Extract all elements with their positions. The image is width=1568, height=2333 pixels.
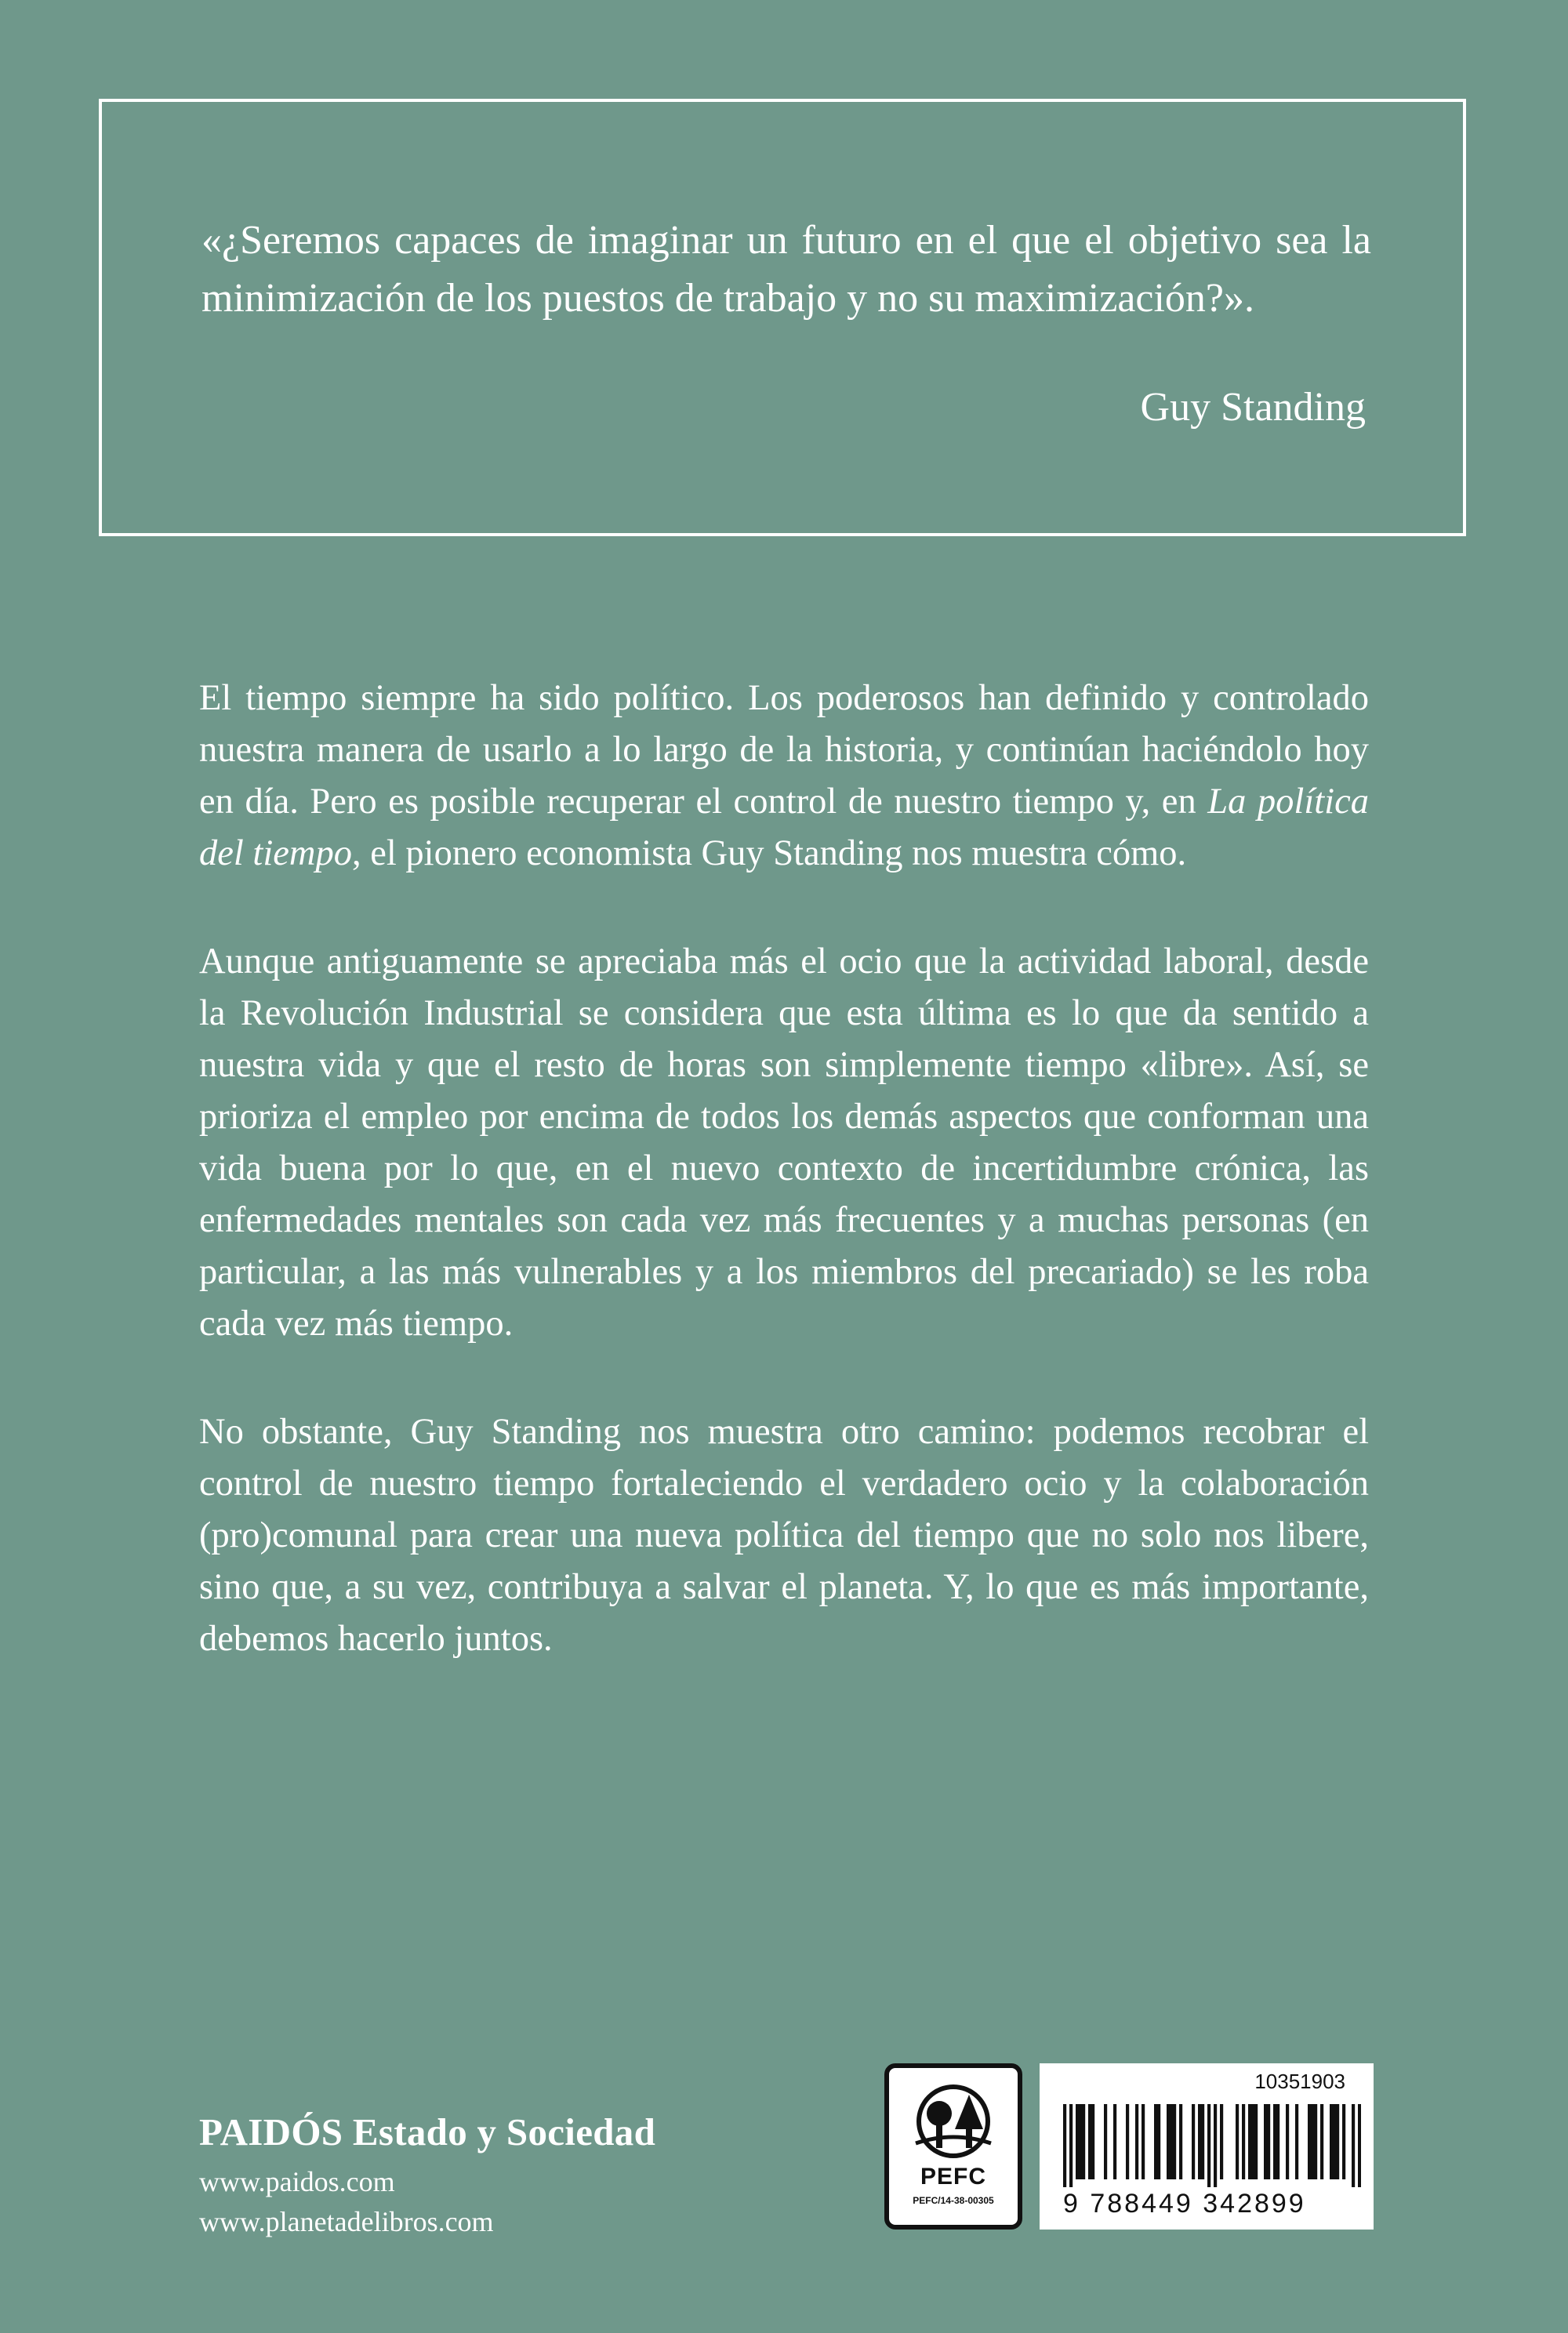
pefc-code: PEFC/14-38-00305: [913, 2195, 994, 2206]
barcode-bar: [1352, 2104, 1355, 2187]
publisher-url-paidos: www.paidos.com: [199, 2166, 395, 2197]
barcode-bar: [1248, 2104, 1251, 2179]
barcode-bar: [1320, 2104, 1323, 2179]
barcode-bar: [1220, 2104, 1223, 2179]
barcode-bar: [1082, 2104, 1085, 2179]
barcode-ref-number: 10351903: [1254, 2070, 1345, 2093]
barcode-bar: [1104, 2104, 1107, 2179]
quote-box: [99, 99, 1466, 536]
barcode-box: [1040, 2063, 1374, 2230]
publisher-url-planeta: www.planetadelibros.com: [199, 2206, 494, 2237]
quote-text: «¿Seremos capaces de imaginar un futuro en el que el objetivo sea la minimización de los puestos de trabajo y no su maximización?».: [201, 218, 1371, 321]
publisher-brand: PAIDÓS: [199, 2110, 343, 2153]
barcode-bar: [1276, 2104, 1279, 2179]
barcode-bar: [1179, 2104, 1182, 2179]
book-title-italic: La política del tiempo: [199, 782, 1369, 873]
barcode-bar: [1192, 2104, 1195, 2179]
synopsis: [199, 673, 1369, 1722]
barcode-bar: [1069, 2104, 1073, 2187]
synopsis-paragraph-2: Aunque antiguamente se apreciaba más el ocio que la actividad laboral, desde la Revolución Industrial se considera que esta última es lo que da sentido a nuestra vida y que el resto de horas son simplemente tiempo «libre». Así, se prioriza el empleo por encima de todos los demás aspectos que conforman una vida buena por lo que, en el nuevo contexto de incertidumbre crónica, las enfermedades mentales son cada vez más frecuentes y a muchas personas (en particular, a las más vulnerables y a los miembros del precariado) se les roba cada vez más tiempo.: [199, 942, 1369, 1344]
barcode-bar: [1267, 2104, 1270, 2179]
barcode-bar: [1088, 2104, 1091, 2179]
collection-name: Estado y Sociedad: [352, 2110, 656, 2153]
barcode-bar: [1076, 2104, 1079, 2179]
barcode-bar: [1264, 2104, 1267, 2179]
pefc-tree-logo-icon: [906, 2084, 1000, 2162]
barcode-bar: [1254, 2104, 1258, 2179]
pefc-badge: [884, 2063, 1022, 2230]
barcode-bar: [1314, 2104, 1317, 2179]
barcode-bar: [1236, 2104, 1239, 2179]
barcode-bar: [1079, 2104, 1082, 2179]
barcode-bar: [1342, 2104, 1345, 2179]
synopsis-p1-intro: El tiempo siempre ha sido político. Los poderosos han definido y controlado nuestra manera de usarlo a lo largo de la historia, y continúan haciéndolo hoy en día. Pero es posible recuperar el control de nuestro tiempo y, en: [199, 678, 1369, 822]
barcode-bar: [1154, 2104, 1157, 2179]
barcode-bar: [1207, 2104, 1210, 2187]
barcode-bar: [1091, 2104, 1094, 2179]
synopsis-p1-outro: , el pionero economista Guy Standing nos muestra cómo.: [352, 833, 1187, 873]
quote-author: Guy Standing: [1140, 385, 1366, 430]
barcode-bar: [1063, 2104, 1066, 2187]
barcode-bar: [1333, 2104, 1336, 2179]
synopsis-paragraph-1: [199, 673, 1369, 880]
isbn-digits: 9 788449 342899: [1063, 2189, 1306, 2219]
barcode-bar: [1167, 2104, 1170, 2179]
barcode-bar: [1358, 2104, 1361, 2187]
barcode-bar: [1286, 2104, 1289, 2179]
barcode-bar: [1251, 2104, 1254, 2179]
isbn-barcode-icon: [1063, 2104, 1361, 2187]
barcode-bar: [1198, 2104, 1201, 2179]
barcode-bar: [1126, 2104, 1129, 2179]
barcode-bar: [1142, 2104, 1145, 2179]
barcode-bar: [1330, 2104, 1333, 2179]
synopsis-paragraph-3: No obstante, Guy Standing nos muestra otro camino: podemos recobrar el control de nuestro tiempo fortaleciendo el verdadero ocio y la colaboración (pro)comunal para crear una nueva política del tiempo que no solo nos libere, sino que, a su vez, contribuya a salvar el planeta. Y, lo que es más importante, debemos hacerlo juntos.: [199, 1412, 1369, 1659]
barcode-bar: [1242, 2104, 1245, 2179]
barcode-bar: [1157, 2104, 1160, 2179]
barcode-bar: [1308, 2104, 1311, 2179]
pefc-label: PEFC: [920, 2164, 986, 2190]
imprint-line: [199, 2109, 655, 2156]
barcode-bar: [1201, 2104, 1204, 2179]
publisher-block: [199, 2109, 655, 2242]
barcode-bar: [1135, 2104, 1138, 2179]
barcode-bar: [1295, 2104, 1298, 2179]
barcode-bar: [1311, 2104, 1314, 2179]
barcode-bar: [1113, 2104, 1116, 2179]
barcode-bar: [1214, 2104, 1217, 2187]
barcode-bar: [1173, 2104, 1176, 2179]
barcode-bar: [1336, 2104, 1339, 2179]
barcode-bar: [1170, 2104, 1173, 2179]
barcode-bar: [1273, 2104, 1276, 2179]
